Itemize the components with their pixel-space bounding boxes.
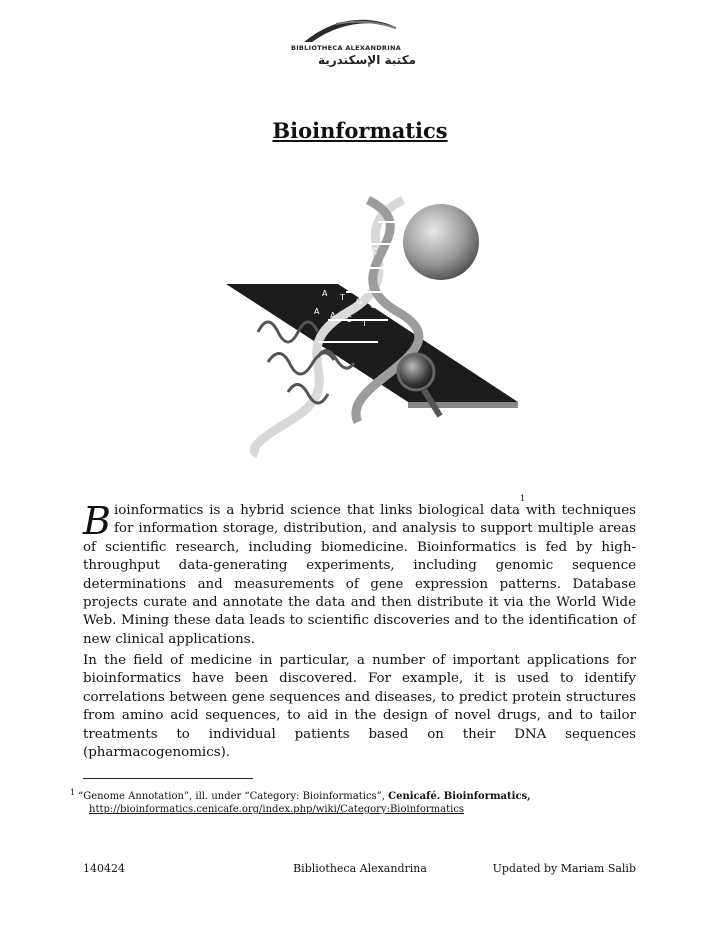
- dna-letter: A: [394, 269, 400, 278]
- paragraph-intro: [83, 499, 636, 649]
- dna-letter: C: [346, 315, 352, 324]
- dna-letter: T: [340, 293, 345, 302]
- footer-author: Updated by Mariam Salib: [492, 862, 636, 875]
- sphere-icon: [403, 204, 479, 280]
- dna-letter: T: [404, 281, 409, 290]
- dna-letter: A: [330, 311, 336, 320]
- footnote-separator: [83, 778, 253, 779]
- drop-cap: B: [83, 499, 111, 543]
- footer-date-code: 140424: [83, 862, 125, 875]
- paragraph-intro-text: ioinformatics is a hybrid science that links biological data with techniques for information storage, distribution, and analysis to support multiple areas of scientific research, including biomedicine. Bioinformatics is fed by high-throughput data-generating experiments, including genomic sequence determinations and measurements of gene expression patterns. Database projects curate and annotate the data and then distribute it via the World Wide Web. Mining these data leads to scientific discoveries and to the identification of new clinical applications.: [83, 503, 636, 647]
- dna-letter: C: [370, 301, 376, 310]
- footnote-text: “Genome Annotation”, ill. under “Category: Bioinformatics”,: [78, 791, 385, 802]
- logo-text-arabic: مكتبة الإسكندرية: [317, 53, 416, 67]
- bioinformatics-illustration: [218, 192, 518, 464]
- footnote-source: Cenicafé. Bioinformatics,: [388, 791, 531, 802]
- dna-letter: T: [362, 319, 367, 328]
- magnifier-icon: [398, 354, 434, 390]
- footnote-reference[interactable]: 1: [520, 494, 526, 503]
- dna-letter: G: [356, 297, 363, 306]
- paragraph-medicine: In the field of medicine in particular, a number of important applications for bioinformatics have been discovered. For example, it is used to identify correlations between gene sequences and diseases, to predict protein structures from amino acid sequences, to aid in the design of novel drugs, and to tailor treatments to individual patients based on their DNA sequences (pharmacogenomics).: [83, 653, 636, 761]
- dna-letter: A: [314, 307, 320, 316]
- logo-text-english: BIBLIOTHECA ALEXANDRINA: [290, 44, 402, 52]
- footnote-link[interactable]: http://bioinformatics.cenicafe.org/index.php/wiki/Category:Bioinformatics: [89, 804, 465, 815]
- footnote-number: 1: [70, 788, 76, 797]
- page-title: Bioinformatics: [272, 118, 448, 143]
- footnote: [70, 786, 531, 804]
- dna-letter: A: [322, 289, 328, 298]
- dna-letter: C: [372, 247, 378, 256]
- library-logo: [276, 14, 416, 70]
- dna-letter: G: [400, 255, 407, 264]
- footer-publisher: Bibliotheca Alexandrina: [293, 862, 427, 875]
- logo-arc-icon: [276, 14, 416, 46]
